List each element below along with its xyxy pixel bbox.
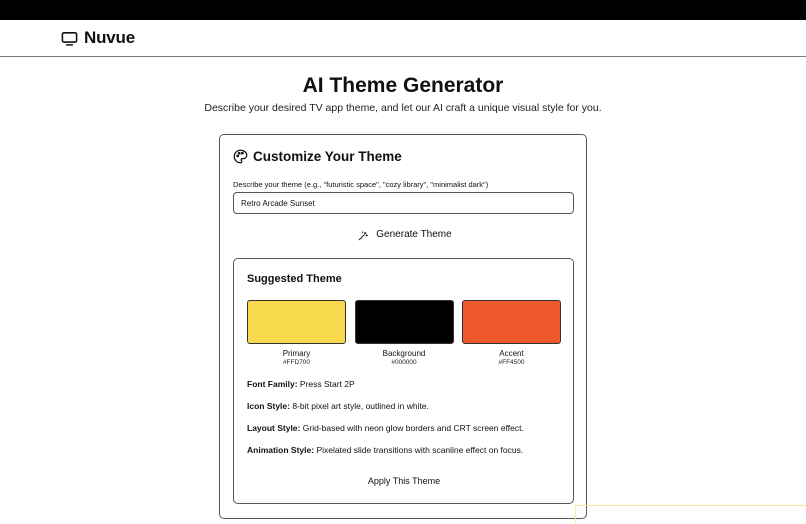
primary-color-swatch (247, 300, 346, 344)
generate-theme-button[interactable] (340, 225, 470, 243)
font-family-value: Press Start 2P (299, 379, 355, 389)
layout-style-label: Layout Style: (247, 423, 301, 433)
apply-theme-button[interactable]: Apply This Theme (344, 473, 464, 489)
swatch-name: Accent (499, 349, 524, 358)
background-color-swatch (355, 300, 454, 344)
swatch-primary (247, 300, 346, 366)
generate-theme-label: Generate Theme (376, 228, 452, 240)
swatch-hex: #FF4500 (498, 359, 525, 366)
customize-header (233, 149, 402, 164)
icon-style-value: 8-bit pixel art style, outlined in white. (292, 401, 429, 411)
swatch-name: Background (382, 349, 426, 358)
swatch-name: Primary (282, 349, 311, 358)
animation-style-detail (247, 445, 523, 455)
palette-icon (233, 149, 248, 164)
brand-name: Nuvue (84, 28, 135, 47)
animation-style-value: Pixelated slide transitions with scanline effect on focus. (316, 445, 524, 455)
top-black-bar (0, 0, 806, 20)
swatch-hex: #FFD700 (282, 359, 311, 366)
swatch-background (355, 300, 454, 366)
font-family-detail (247, 379, 355, 389)
theme-description-label: Describe your theme (e.g., "futuristic space", "cozy library", "minimalist dark") (233, 180, 489, 189)
suggested-theme-title: Suggested Theme (247, 273, 342, 285)
app-header (0, 20, 806, 57)
magic-wand-icon (358, 229, 368, 239)
decorative-corner-line (575, 505, 806, 524)
tv-icon (61, 30, 78, 47)
icon-style-label: Icon Style: (247, 401, 290, 411)
font-family-label: Font Family: (247, 379, 298, 389)
brand-logo-link[interactable] (61, 28, 135, 48)
animation-style-label: Animation Style: (247, 445, 315, 455)
customize-theme-card (219, 134, 587, 519)
swatch-accent (462, 300, 561, 366)
color-swatches (247, 300, 561, 366)
layout-style-detail (247, 423, 524, 433)
swatch-hex: #000000 (391, 359, 417, 366)
accent-color-swatch (462, 300, 561, 344)
page-subtitle: Describe your desired TV app theme, and let our AI craft a unique visual style for you. (204, 102, 602, 114)
theme-description-input[interactable] (233, 192, 574, 214)
layout-style-value: Grid-based with neon glow borders and CRT screen effect. (302, 423, 524, 433)
suggested-theme-card (233, 258, 574, 504)
customize-title: Customize Your Theme (253, 149, 402, 164)
icon-style-detail (247, 401, 429, 411)
page-title: AI Theme Generator (302, 74, 504, 97)
